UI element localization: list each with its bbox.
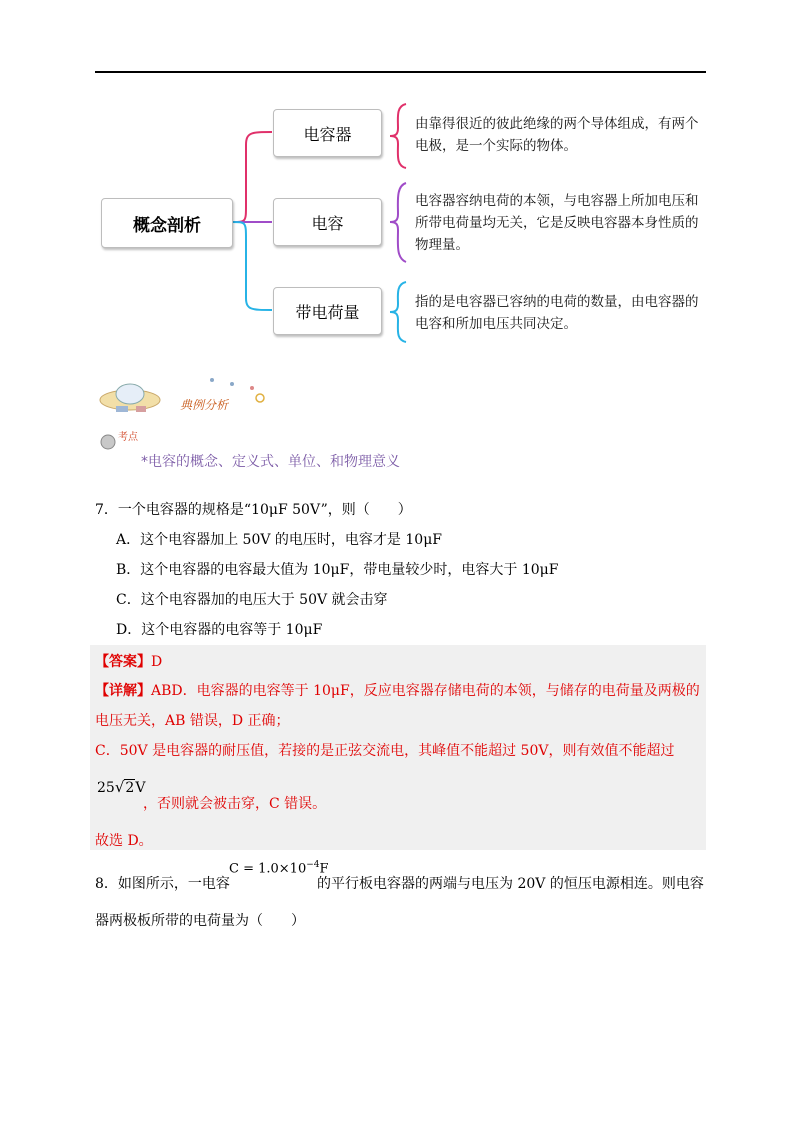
spiral-icon xyxy=(256,394,264,402)
node-capacitance-desc: 电容器容纳电荷的本领，与电容器上所加电压和所带电荷量均无关，它是反映电容器本身性质的物理量。 xyxy=(415,193,699,253)
detail-tag: 【详解】 xyxy=(95,683,151,699)
q7-detail-line2: 电压无关，AB 错误，D 正确； xyxy=(95,713,290,729)
node-capacitor: 电容器 xyxy=(273,109,382,157)
q8-prefix: 8．如图所示，一电容 xyxy=(95,876,230,892)
answer-tag: 【答案】 xyxy=(95,654,151,670)
ufo-dome-icon xyxy=(116,384,144,404)
kaodian-badge: 考点 xyxy=(118,432,138,443)
q8-line2: 器两极板所带的电荷量为（ ） xyxy=(95,913,305,929)
kaodian-text: *电容的概念、定义式、单位、和物理意义 xyxy=(141,454,400,470)
node-capacitor-desc: 由靠得很近的彼此绝缘的两个导体组成，有两个电极，是一个实际的物体。 xyxy=(415,116,699,154)
brace-3 xyxy=(390,282,406,342)
astronaut-icon xyxy=(101,435,115,449)
q7-detail-math: 25√2V xyxy=(97,778,146,796)
q7-detail-line1: 【详解】ABD．电容器的电容等于 10μF，反应电容器存储电荷的本领，与储存的电荷量及两极的 xyxy=(95,683,700,699)
q7-option-b: B．这个电容器的电容最大值为 10μF，带电量较少时，电容大于 10μF xyxy=(116,562,559,578)
q8-suffix: 的平行板电容器的两端与电压为 20V 的恒压电源相连。则电容 xyxy=(317,876,704,892)
q7-detail-line3: C．50V 是电容器的耐压值，若接的是正弦交流电，其峰值不能超过 50V，则有效值不能超过 xyxy=(95,743,675,759)
banner-title: 典例分析 xyxy=(180,398,229,412)
brace-1 xyxy=(390,104,406,168)
q7-detail-line4: ，否则就会被击穿，C 错误。 xyxy=(143,796,327,812)
node-charge-desc: 指的是电容器已容纳的电荷的数量，由电容器的电容和所加电压共同决定。 xyxy=(415,294,699,332)
q7-stem: 7．一个电容器的规格是“10μF 50V”，则（ ） xyxy=(95,502,412,518)
q7-answer xyxy=(95,651,162,671)
node-capacitance: 电容 xyxy=(273,198,382,246)
connector-bottom xyxy=(232,222,272,310)
mindmap-root: 概念剖析 xyxy=(101,198,233,248)
connector-top xyxy=(232,132,272,222)
answer-value: D xyxy=(151,654,163,670)
q7-conclusion: 故选 D。 xyxy=(95,833,153,849)
q7-option-d: D．这个电容器的电容等于 10μF xyxy=(116,622,323,638)
brace-2 xyxy=(390,183,406,262)
q8-formula: $C = 1.0\times 10^{-4}F$ xyxy=(229,860,329,877)
node-charge: 带电荷量 xyxy=(273,287,382,335)
q7-option-a: A．这个电容器加上 50V 的电压时，电容才是 10μF xyxy=(116,532,443,548)
q7-option-c: C．这个电容器加的电压大于 50V 就会击穿 xyxy=(116,592,388,608)
